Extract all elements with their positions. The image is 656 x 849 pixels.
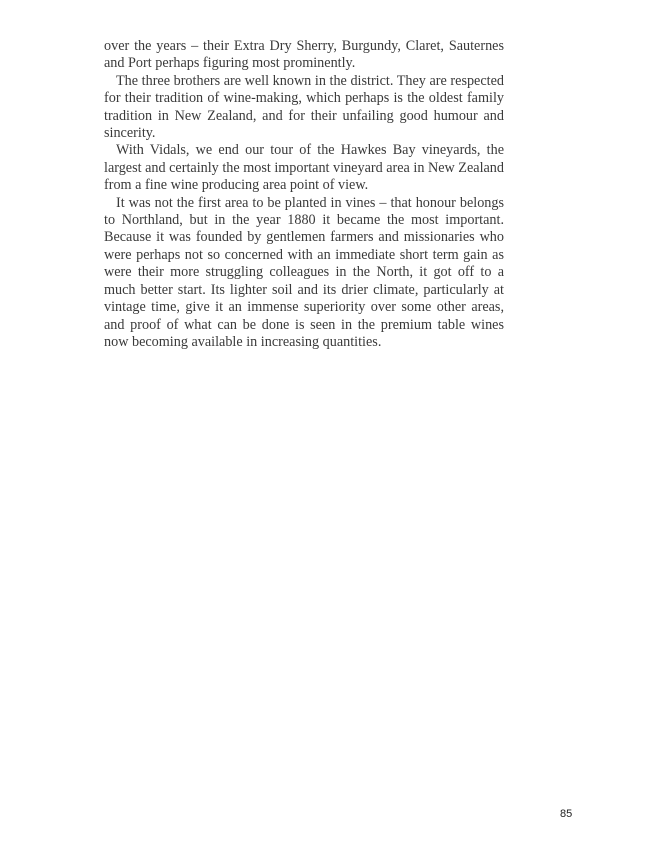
paragraph-vidals: With Vidals, we end our tour of the Hawkes Bay vineyards, the largest and certainly the most important vineyard area in New Zealand from a fine wine producing area point of view. <box>104 142 504 194</box>
paragraph-first-area: It was not the first area to be planted in vines – that honour belongs to Northland, but in the year 1880 it became the most important. Because it was founded by gentlemen farmers and missionaries who were perhaps not so concerned with an immediate short term gain as were their more struggling colleagues in the North, it got off to a much better start. Its lighter soil and its drier climate, particularly at vintage time, give it an immense superiority over some other areas, and proof of what can be done is seen in the premium table wines now becoming available in increasing quantities. <box>104 194 504 350</box>
paragraph-continued: over the years – their Extra Dry Sherry, Burgundy, Claret, Sauternes and Port perhaps figuring most prominently. <box>104 38 504 72</box>
paragraph-brothers: The three brothers are well known in the district. They are respected for their tradition of wine-making, which perhaps is the oldest family tradition in New Zealand, and for their unfailing good humour and sincerity. <box>104 72 504 142</box>
body-text <box>104 38 504 351</box>
page-number: 85 <box>560 808 573 820</box>
